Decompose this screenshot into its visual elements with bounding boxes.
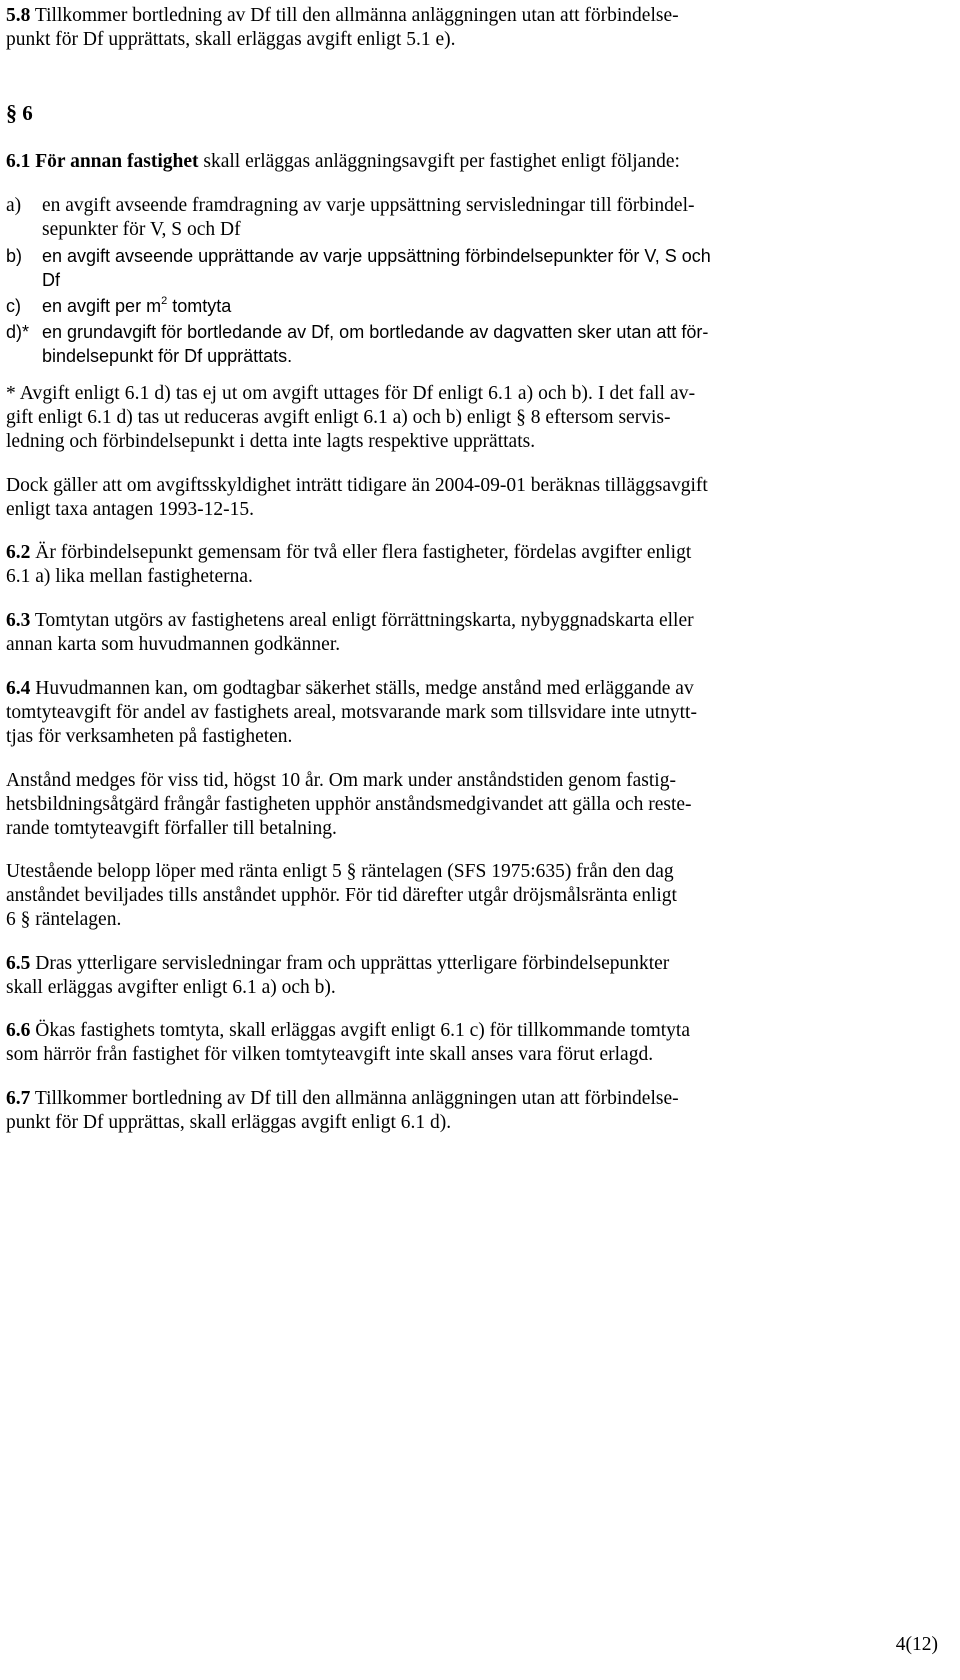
section-6-2-line-2: 6.1 a) lika mellan fastigheterna.	[6, 566, 253, 587]
list-item-b-cont: Df	[42, 270, 60, 290]
list-text: tomtyta	[167, 296, 232, 316]
list-label: a)	[6, 195, 22, 216]
dock-paragraph-line-1: Dock gäller att om avgiftsskyldighet inträtt tidigare än 2004-09-01 beräknas tilläggsavgift	[6, 475, 708, 496]
anstand-paragraph-line-2: hetsbildningsåtgärd frångår fastigheten upphör anståndsmedgivandet att gälla och reste-	[6, 794, 692, 815]
section-number: 6.2	[6, 542, 31, 563]
paragraph-text: Dras ytterligare servisledningar fram och upprättas ytterligare förbindelsepunkter	[30, 953, 670, 974]
paragraph-text: 6	[6, 909, 21, 930]
section-6-5-line-1	[6, 952, 669, 976]
section-6-4-line-3: tjas för verksamheten på fastigheten.	[6, 726, 293, 747]
superscript: 2	[161, 295, 168, 307]
page-number: 4(12)	[895, 1634, 938, 1655]
paragraph-text: Tomtytan utgörs av fastighetens areal enligt förrättningskarta, nybyggnadskarta eller	[30, 610, 694, 631]
anstand-paragraph-line-3: rande tomtyteavgift förfaller till betalning.	[6, 818, 337, 839]
list-item-a-cont: sepunkter för V, S och Df	[42, 219, 241, 240]
section-number: 5.8	[6, 5, 31, 26]
utestaende-paragraph-line-2: anståndet beviljades tills anståndet upphör. För tid därefter utgår dröjsmålsränta enligt	[6, 885, 677, 906]
paragraph-text: Ökas fastighets tomtyta, skall erläggas avgift enligt 6.1 c) för tillkommande tomtyta	[30, 1020, 690, 1041]
list-item-c	[6, 294, 231, 318]
list-item-d	[6, 320, 708, 344]
dock-paragraph-line-2: enligt taxa antagen 1993-12-15.	[6, 499, 255, 520]
list-text: en avgift per m	[42, 296, 162, 316]
paragraph-text: Utestående belopp löper med ränta enligt 5	[6, 861, 347, 882]
section-5-8-line-2: punkt för Df upprättats, skall erläggas avgift enligt 5.1 e).	[6, 29, 456, 50]
list-label: c)	[6, 296, 21, 316]
section-number: 6.7	[6, 1088, 31, 1109]
paragraph-text: Tillkommer bortledning av Df till den allmänna anläggningen utan att förbindelse-	[30, 1088, 679, 1109]
chapter-heading	[6, 101, 33, 125]
section-6-3-line-1	[6, 609, 694, 633]
section-6-6-line-2: som härrör från fastighet för vilken tomtyteavgift inte skall anses vara förut erlagd.	[6, 1044, 654, 1065]
paragraph-text: skall erläggas anläggningsavgift per fastighet enligt följande:	[198, 151, 680, 172]
section-6-1-intro	[6, 150, 680, 174]
paragraph-text: Är förbindelsepunkt gemensam för två eller flera fastigheter, fördelas avgifter enligt	[30, 542, 692, 563]
section-6-4-line-2: tomtyteavgift för andel av fastighets areal, motsvarande mark som tillsvidare inte utnytt-	[6, 702, 697, 723]
section-number: 6.1	[6, 151, 31, 172]
footnote-text: 8 eftersom servis-	[525, 407, 671, 428]
list-label: d)*	[6, 322, 30, 342]
list-text: en avgift avseende framdragning av varje uppsättning servisledningar till förbindel-	[42, 195, 695, 216]
anstand-paragraph-line-1: Anstånd medges för viss tid, högst 10 år. Om mark under anståndstiden genom fastig-	[6, 770, 676, 791]
section-sign-icon: §	[6, 100, 17, 125]
utestaende-paragraph-line-3	[6, 908, 121, 932]
paragraph-text: räntelagen.	[30, 909, 122, 930]
section-number: 6.5	[6, 953, 31, 974]
footnote-line-2	[6, 406, 670, 430]
section-number: 6.6	[6, 1020, 31, 1041]
list-item-b	[6, 244, 711, 268]
footnote-line-1: * Avgift enligt 6.1 d) tas ej ut om avgift uttages för Df enligt 6.1 a) och b). I det fall av-	[6, 383, 696, 404]
section-6-4-line-1	[6, 677, 694, 701]
section-6-6-line-1	[6, 1019, 690, 1043]
section-sign-icon: §	[20, 909, 31, 930]
section-5-8-line-1	[6, 4, 679, 28]
section-6-2-line-1	[6, 541, 691, 565]
chapter-number: 6	[17, 101, 33, 125]
section-number: 6.4	[6, 678, 31, 699]
section-sign-icon: §	[346, 861, 357, 882]
document-page	[6, 0, 896, 1680]
section-6-5-line-2: skall erläggas avgifter enligt 6.1 a) och b).	[6, 977, 336, 998]
footnote-text: gift enligt 6.1 d) tas ut reduceras avgift enligt 6.1 a) och b) enligt	[6, 407, 517, 428]
paragraph-text: Tillkommer bortledning av Df till den allmänna anläggningen utan att förbindelse-	[30, 5, 679, 26]
list-label: b)	[6, 246, 23, 266]
list-item-d-cont: bindelsepunkt för Df upprättats.	[42, 346, 293, 366]
paragraph-text: räntelagen (SFS 1975:635) från den dag	[356, 861, 674, 882]
section-6-7-line-2: punkt för Df upprättas, skall erläggas avgift enligt 6.1 d).	[6, 1112, 452, 1133]
section-6-3-line-2: annan karta som huvudmannen godkänner.	[6, 634, 341, 655]
section-sign-icon: §	[516, 407, 526, 428]
list-text: en grundavgift för bortledande av Df, om bortledande av dagvatten sker utan att för-	[42, 322, 709, 342]
section-number: 6.3	[6, 610, 31, 631]
emphasis-text: För annan fastighet	[30, 151, 199, 172]
utestaende-paragraph-line-1	[6, 860, 674, 884]
paragraph-text: Huvudmannen kan, om godtagbar säkerhet ställs, medge anstånd med erläggande av	[30, 678, 694, 699]
footnote-line-3: ledning och förbindelsepunkt i detta inte lagts respektive upprättats.	[6, 431, 536, 452]
list-text: en avgift avseende upprättande av varje uppsättning förbindelsepunkter för V, S och	[42, 246, 711, 266]
section-6-7-line-1	[6, 1087, 679, 1111]
list-item-a	[6, 194, 695, 218]
